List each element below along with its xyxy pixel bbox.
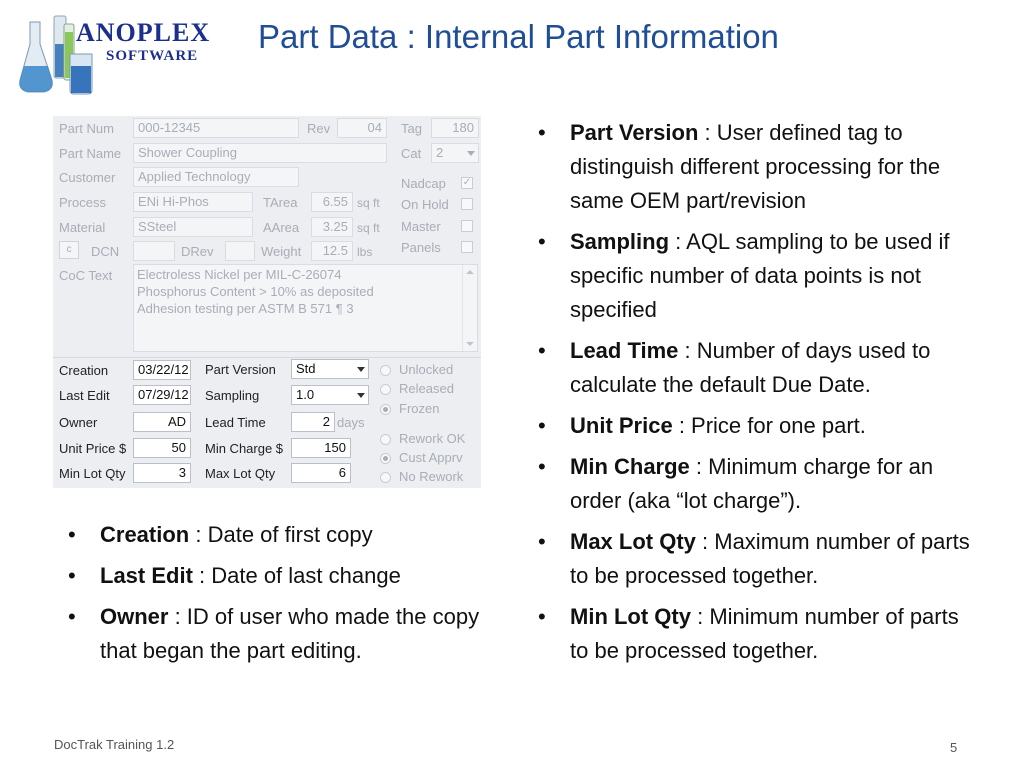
- coc-line: Electroless Nickel per MIL-C-26074: [137, 267, 342, 282]
- list-item: [530, 116, 980, 218]
- nadcap-label: Nadcap: [401, 176, 446, 191]
- frozen-label: Frozen: [399, 401, 440, 416]
- max-lot-qty-field[interactable]: 6: [291, 463, 351, 483]
- scroll-up-icon[interactable]: [466, 270, 474, 274]
- master-checkbox[interactable]: [461, 220, 473, 232]
- term: Min Charge: [570, 454, 690, 479]
- material-label: Material: [59, 220, 106, 235]
- definition: : Date of first copy: [189, 522, 373, 547]
- unlocked-radio[interactable]: [380, 365, 391, 376]
- material-field[interactable]: SSteel: [133, 217, 253, 237]
- definition: : Minimum charge for an order (aka “lot charge”).: [570, 454, 934, 513]
- process-field[interactable]: ENi Hi-Phos: [133, 192, 253, 212]
- no-rework-radio[interactable]: [380, 472, 391, 483]
- released-radio[interactable]: [380, 384, 391, 395]
- part-version-value: Std: [296, 361, 316, 376]
- max-lot-qty-label: Max Lot Qty: [205, 466, 276, 481]
- lead-time-unit: days: [337, 415, 365, 430]
- no-rework-label: No Rework: [399, 469, 464, 484]
- master-label: Master: [401, 219, 441, 234]
- rev-field[interactable]: 04: [337, 118, 387, 138]
- drev-field[interactable]: [225, 241, 255, 261]
- part-num-field[interactable]: 000-12345: [133, 118, 299, 138]
- sampling-select[interactable]: [291, 385, 369, 405]
- scroll-down-icon[interactable]: [466, 342, 474, 346]
- aarea-unit: sq ft: [357, 221, 380, 235]
- rev-label: Rev: [307, 121, 331, 136]
- creation-label: Creation: [59, 363, 109, 378]
- term: Part Version: [570, 120, 699, 145]
- term: Sampling: [570, 229, 670, 254]
- list-item: [530, 450, 980, 518]
- term: Owner: [100, 604, 169, 629]
- coc-textarea[interactable]: [133, 264, 478, 352]
- tag-label: Tag: [401, 121, 422, 136]
- panels-checkbox[interactable]: [461, 241, 473, 253]
- list-item: [530, 600, 980, 668]
- tarea-unit: sq ft: [357, 196, 380, 210]
- date-fields-list: [60, 518, 500, 675]
- part-num-label: Part Num: [59, 121, 114, 136]
- term: Creation: [100, 522, 190, 547]
- company-logo: [18, 14, 238, 96]
- cat-value: 2: [436, 145, 444, 160]
- term: Max Lot Qty: [570, 529, 696, 554]
- part-version-select[interactable]: [291, 359, 369, 379]
- min-lot-qty-field[interactable]: 3: [133, 463, 191, 483]
- tag-field[interactable]: 180: [431, 118, 479, 138]
- term: Unit Price: [570, 413, 673, 438]
- definition: : AQL sampling to be used if specific number of data points is not specified: [570, 229, 950, 322]
- dcn-label: DCN: [91, 244, 120, 259]
- definition: : ID of user who made the copy that began the part editing.: [100, 604, 480, 663]
- list-item: [530, 225, 980, 327]
- aarea-label: AArea: [263, 220, 300, 235]
- page-number: 5: [950, 740, 958, 755]
- unit-price-label: Unit Price $: [59, 441, 127, 456]
- footer-caption: DocTrak Training 1.2: [54, 737, 175, 752]
- part-name-field[interactable]: Shower Coupling: [133, 143, 387, 163]
- list-item: [60, 518, 500, 552]
- definition: : Date of last change: [192, 563, 401, 588]
- tarea-field[interactable]: 6.55: [311, 192, 353, 212]
- on-hold-label: On Hold: [401, 197, 449, 212]
- chevron-down-icon: [357, 367, 365, 372]
- min-charge-label: Min Charge $: [205, 441, 284, 456]
- definition: : Price for one part.: [672, 413, 866, 438]
- list-item: [60, 600, 500, 668]
- copyright-button[interactable]: c: [59, 241, 79, 259]
- lead-time-field[interactable]: 2: [291, 412, 335, 432]
- term: Lead Time: [570, 338, 679, 363]
- panels-label: Panels: [401, 240, 441, 255]
- on-hold-checkbox[interactable]: [461, 198, 473, 210]
- section-divider: [53, 357, 481, 358]
- aarea-field[interactable]: 3.25: [311, 217, 353, 237]
- nadcap-checkbox[interactable]: ✓: [462, 177, 472, 188]
- min-lot-qty-label: Min Lot Qty: [59, 466, 126, 481]
- last-edit-field[interactable]: 07/29/12: [133, 385, 191, 405]
- weight-field[interactable]: 12.5: [311, 241, 353, 261]
- cat-label: Cat: [401, 146, 422, 161]
- drev-label: DRev: [181, 244, 214, 259]
- sampling-value: 1.0: [296, 387, 315, 402]
- definition: : Number of days used to calculate the default Due Date.: [570, 338, 931, 397]
- owner-label: Owner: [59, 415, 98, 430]
- part-data-form: [53, 116, 481, 488]
- term: Min Lot Qty: [570, 604, 691, 629]
- unit-price-field[interactable]: 50: [133, 438, 191, 458]
- cust-apprv-radio[interactable]: [380, 453, 391, 464]
- frozen-radio[interactable]: [380, 404, 391, 415]
- released-label: Released: [399, 381, 454, 396]
- field-definitions-list: [530, 116, 980, 675]
- customer-field[interactable]: Applied Technology: [133, 167, 299, 187]
- page-title: Part Data : Internal Part Information: [258, 18, 779, 55]
- min-charge-field[interactable]: 150: [291, 438, 351, 458]
- tarea-label: TArea: [263, 195, 298, 210]
- weight-unit: lbs: [357, 245, 373, 259]
- definition: : Maximum number of parts to be processed together.: [570, 529, 970, 588]
- sampling-label: Sampling: [205, 388, 260, 403]
- rework-ok-label: Rework OK: [399, 431, 466, 446]
- list-item: [60, 559, 500, 593]
- definition: : Minimum number of parts to be processed together.: [570, 604, 959, 663]
- list-item: [530, 334, 980, 402]
- unlocked-label: Unlocked: [399, 362, 454, 377]
- part-version-label: Part Version: [205, 362, 276, 377]
- last-edit-label: Last Edit: [59, 388, 110, 403]
- brand-subtitle: SOFTWARE: [106, 48, 199, 64]
- dcn-field[interactable]: [133, 241, 175, 261]
- cust-apprv-label: Cust Apprv: [399, 450, 463, 465]
- coc-text-label: CoC Text: [59, 268, 113, 283]
- chevron-down-icon: [357, 393, 365, 398]
- chevron-down-icon: [467, 151, 475, 156]
- owner-field[interactable]: AD: [133, 412, 191, 432]
- creation-field[interactable]: 03/22/12: [133, 360, 191, 380]
- coc-scrollbar[interactable]: [462, 265, 477, 351]
- part-name-label: Part Name: [59, 146, 122, 161]
- definition: : User defined tag to distinguish different processing for the same OEM part/revision: [570, 120, 941, 213]
- term: Last Edit: [100, 563, 193, 588]
- weight-label: Weight: [261, 244, 302, 259]
- coc-line: Adhesion testing per ASTM B 571 ¶ 3: [137, 301, 354, 316]
- lead-time-label: Lead Time: [205, 415, 266, 430]
- process-label: Process: [59, 195, 106, 210]
- customer-label: Customer: [59, 170, 116, 185]
- coc-line: Phosphorus Content > 10% as deposited: [137, 284, 374, 299]
- brand-name: ANOPLEX: [76, 18, 211, 47]
- list-item: [530, 409, 980, 443]
- rework-ok-radio[interactable]: [380, 434, 391, 445]
- list-item: [530, 525, 980, 593]
- cat-select[interactable]: [431, 143, 479, 163]
